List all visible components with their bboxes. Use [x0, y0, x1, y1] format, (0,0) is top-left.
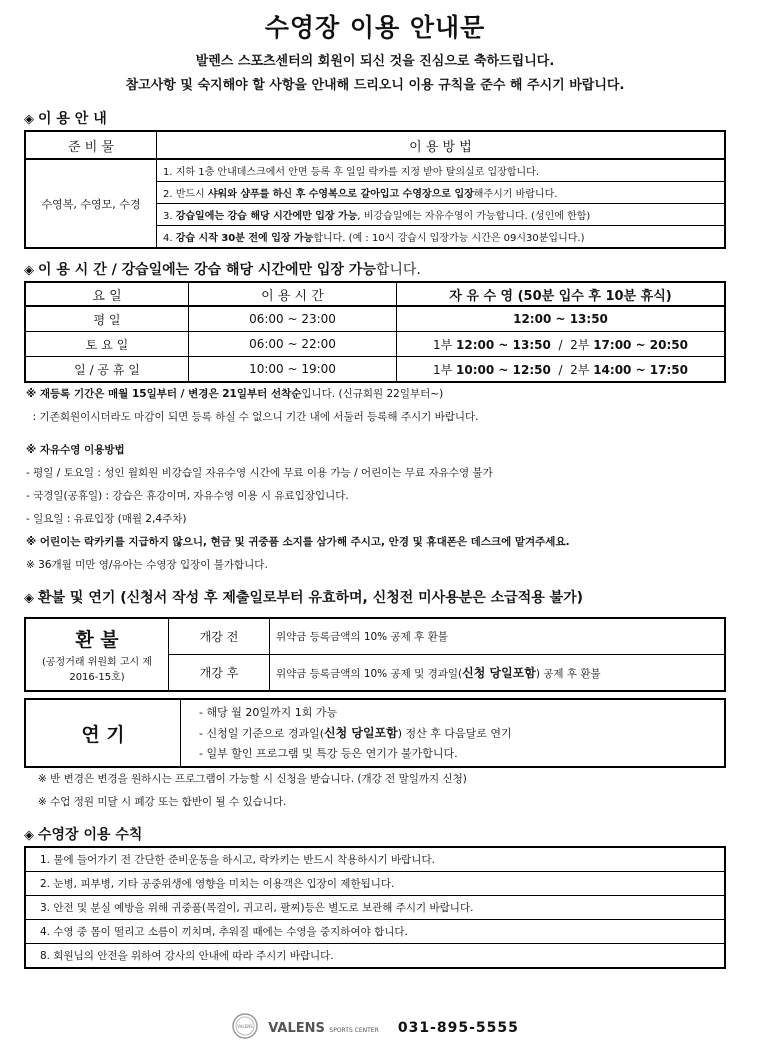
refund-title-cell: 환 불 (공정거래 위원회 고시 제 2016-15호) — [25, 618, 169, 691]
rereg-sub: : 기존회원이시더라도 마감이 되면 등록 하실 수 없으니 기간 내에 서둘러 등록해 주시기 바랍니다. — [26, 411, 479, 423]
refund-before-text: 위약금 등록금액의 10% 공제 후 환불 — [270, 618, 726, 655]
col-day: 요 일 — [25, 282, 189, 306]
table-row: 토 요 일 06:00 ~ 22:00 1부 12:00 ~ 13:50 / 2부 17:00 ~ 20:50 — [25, 332, 725, 357]
diamond-icon: ◈ — [24, 263, 34, 278]
phone-number: 031-895-5555 — [397, 1020, 519, 1036]
hours-heading: ◈ 이 용 시 간 / 강습일에는 강습 해당 시간에만 입장 가능합니다. — [24, 262, 421, 278]
diamond-icon: ◈ — [24, 591, 34, 606]
delay-note: ※ 수업 정원 미달 시 폐강 또는 합반이 될 수 있습니다. — [38, 796, 287, 808]
diamond-icon: ◈ — [24, 112, 34, 127]
usage-rule: 4. 강습 시작 30분 전에 입장 가능합니다. (예 : 10시 강습시 입장가능 시간은 09시30분입니다.) — [157, 226, 726, 249]
rule-item: 8. 회원님의 안전을 위하여 강사의 안내에 따라 주시기 바랍니다. — [25, 944, 725, 969]
free-item: - 평일 / 토요일 : 성인 월회원 비강습일 자유수영 시간에 무료 이용 가능 / 어린이는 무료 자유수영 불가 — [26, 467, 493, 479]
table-row: 평 일 06:00 ~ 23:00 12:00 ~ 13:50 — [25, 306, 725, 332]
rereg-note: ※ 재등록 기간은 매월 15일부터 / 변경은 21일부터 선착순입니다. (신규회원 22일부터~) — [26, 388, 444, 400]
intro-line: 발렌스 스포츠센터의 회원이 되신 것을 진심으로 축하드립니다. — [195, 54, 555, 69]
footer — [24, 1012, 726, 1042]
refund-after-label: 개강 후 — [169, 655, 270, 692]
delay-title: 연 기 — [25, 699, 181, 767]
delay-items: - 해당 월 20일까지 1회 가능 - 신청일 기준으로 경과일(신청 당일포함) 정산 후 다음달로 연기 - 일부 할인 프로그램 및 특강 등은 연기가 불가합니다. — [181, 699, 726, 767]
intro-text — [24, 50, 726, 98]
col-free: 자 유 수 영 (50분 입수 후 10분 휴식) — [397, 282, 726, 306]
usage-table — [24, 130, 726, 249]
delay-table — [24, 698, 726, 768]
rule-item: 4. 수영 중 몸이 떨리고 소름이 끼치며, 추워질 때에는 수영을 중지하여야 합니다. — [25, 920, 725, 944]
diamond-icon: ◈ — [24, 828, 34, 843]
page-title: 수영장 이용 안내문 — [264, 13, 486, 42]
refund-after-text: 위약금 등록금액의 10% 공제 및 경과일(신청 당일포함) 공제 후 환불 — [270, 655, 726, 692]
free-item: - 국경일(공휴일) : 강습은 휴강이며, 자유수영 이용 시 유료입장입니다. — [26, 490, 349, 502]
usage-rule: 1. 지하 1층 안내데스크에서 안면 등록 후 일일 락카를 지정 받아 탈의실로 입장합니다. — [157, 159, 726, 182]
col-method: 이 용 방 법 — [157, 131, 726, 159]
valens-logo-icon — [231, 1012, 259, 1044]
rules-table — [24, 846, 726, 969]
kids-note: ※ 어린이는 락카키를 지급하지 않으니, 현금 및 귀중품 소지를 삼가해 주시고, 안경 및 휴대폰은 데스크에 맡겨주세요. — [26, 536, 570, 548]
free-title: ※ 자유수영 이용방법 — [26, 444, 125, 456]
rule-item: 3. 안전 및 분실 예방을 위해 귀중품(목걸이, 귀고리, 팔찌)등은 별도로 보관해 주시기 바랍니다. — [25, 896, 725, 920]
delay-note: ※ 반 변경은 변경을 원하시는 프로그램이 가능할 시 신청을 받습니다. (개강 전 말일까지 신청) — [38, 773, 467, 785]
rule-item: 1. 물에 들어가기 전 간단한 준비운동을 하시고, 락카키는 반드시 착용하시기 바랍니다. — [25, 847, 725, 872]
infant-note: ※ 36개월 미만 영/유아는 수영장 입장이 불가합니다. — [26, 559, 268, 571]
refund-table — [24, 617, 726, 692]
refund-heading: ◈ 환불 및 연기 (신청서 작성 후 제출일로부터 유효하며, 신청전 미사용분은 소급적용 불가) — [24, 590, 584, 606]
intro-line: 참고사항 및 숙지해야 할 사항을 안내해 드리오니 이용 규칙을 준수 해 주시기 바랍니다. — [125, 78, 625, 93]
brand-name: VALENS SPORTS CENTER — [268, 1020, 379, 1036]
notice-page — [24, 0, 726, 1036]
rule-item: 2. 눈병, 피부병, 기타 공중위생에 영향을 미치는 이용객은 입장이 제한됩니다. — [25, 872, 725, 896]
svg-text:VALENS: VALENS — [237, 1024, 253, 1029]
usage-heading: ◈ 이 용 안 내 — [24, 111, 107, 127]
table-row: 일 / 공 휴 일 10:00 ~ 19:00 1부 10:00 ~ 12:50 / 2부 14:00 ~ 17:50 — [25, 357, 725, 383]
usage-rule: 3. 강습일에는 강습 해당 시간에만 입장 가능, 비강습일에는 자유수영이 가능합니다. (성인에 한함) — [157, 204, 726, 226]
usage-rule: 2. 반드시 샤워와 샴푸를 하신 후 수영복으로 갈아입고 수영장으로 입장해주시기 바랍니다. — [157, 182, 726, 204]
free-item: - 일요일 : 유료입장 (매월 2,4주차) — [26, 513, 187, 525]
col-time: 이 용 시 간 — [189, 282, 397, 306]
hours-table — [24, 281, 726, 383]
rules-heading: ◈ 수영장 이용 수칙 — [24, 827, 143, 843]
refund-before-label: 개강 전 — [169, 618, 270, 655]
prep-items: 수영복, 수영모, 수경 — [25, 159, 157, 248]
col-prep: 준 비 물 — [25, 131, 157, 159]
